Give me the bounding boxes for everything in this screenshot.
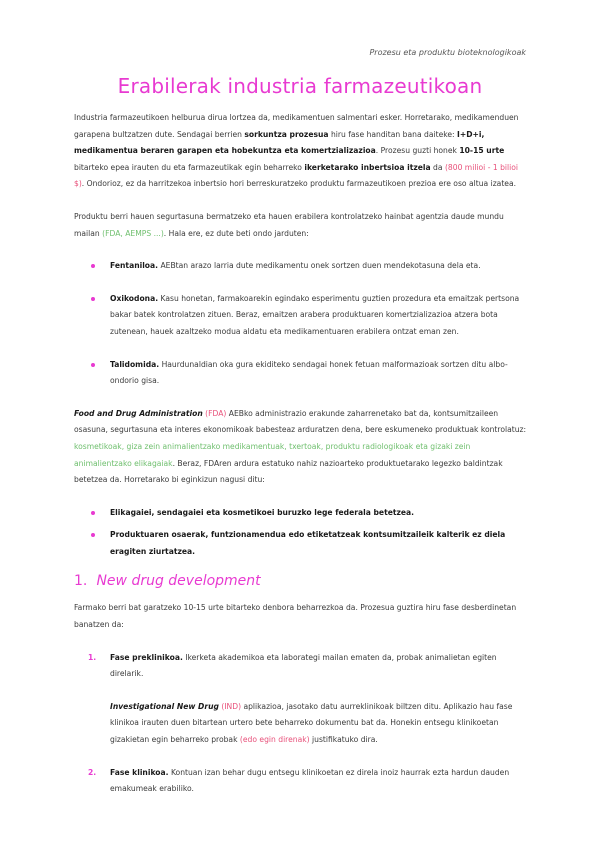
text: Kontuan izan behar dugu entsegu klinikoetan ez direla inoiz haurrak ezta hardun dauden emakumeak erabiliko. xyxy=(110,767,510,794)
bold-term: 10-15 urte xyxy=(459,146,505,156)
ind-paragraph xyxy=(74,699,528,749)
highlight-products: kosmetikoak, giza zein animalientzako medikamentuak, txertoak, produktu radiologikoak eta gizaki zein animalientzako elikagaiak xyxy=(74,441,471,468)
bold-term: Fentaniloa. xyxy=(110,261,159,271)
fda-paragraph xyxy=(74,406,528,489)
bold-term: sorkuntza prozesua xyxy=(244,129,329,139)
text: . Prozesu guzti honek xyxy=(375,146,460,156)
text: justifikatuko dira. xyxy=(309,735,378,745)
section-number: 1. xyxy=(74,573,88,590)
text: AEBko administrazio erakunde zaharrenetako bat da, kontsumitzaileen osasuna, segurtasuna eta interes ekonomikoak babesteaz arduratzen dena, bere eskumeneko produktuak kontrolatuz: xyxy=(74,408,527,435)
list-item xyxy=(74,291,528,341)
list-item xyxy=(74,765,528,798)
bold-term: Talidomida. xyxy=(110,359,160,369)
text: AEBtan arazo larria dute medikamentu onek sortzen duen mendekotasuna dela eta. xyxy=(158,261,481,271)
examples-list xyxy=(74,258,528,390)
text: Industria farmazeutikoen helburua dirua lortzea da, medikamentuen salmentari esker. Horretarako, medikamenduen garapena bultzatzen dute. Sendagai berrien xyxy=(74,113,519,139)
text: bitarteko epea irauten du eta farmazeutikak egin beharreko xyxy=(74,162,305,172)
text: Produktu berri hauen segurtasuna bermatzeko eta hauen erabilera kontrolatzeko hainbat agentzia daude mundu mailan xyxy=(74,211,504,238)
bold-term: Oxikodona. xyxy=(110,293,159,303)
bold-italic-term: Investigational New Drug xyxy=(110,701,219,711)
item-number: 2. xyxy=(88,767,97,777)
section-title: New drug development xyxy=(96,573,261,590)
text: Kasu honetan, farmakoarekin egindako esperimentu guztien prozedura eta emaitzak pertsona bakar batek kontrolatzen zituen. Beraz, emaitzen arabera produktuaren komertzializazioa atzera bota zutenean, hauek azaltzeko modua aldatu eta medikamentuaren erabilera ontzat eman zen. xyxy=(110,293,520,336)
section-heading xyxy=(74,572,528,590)
text: hiru fase handitan bana daiteke: xyxy=(328,129,458,139)
highlight-cost: (800 milioi - 1 bilioi $) xyxy=(74,162,519,189)
bold-term: Fase klinikoa. xyxy=(110,767,169,777)
list-item xyxy=(74,258,528,275)
bold-term: Produktuaren osaerak, funtzionamendua edo etiketatzeak kontsumitzaileik kalterik ez diela eragiten ziurtatzea. xyxy=(110,530,506,556)
bold-term: Elikagaiei, sendagaiei eta kosmetikoei buruzko lege federala betetzea. xyxy=(110,507,415,517)
development-paragraph: Farmako berri bat garatzeko 10-15 urte bitarteko denbora beharrezkoa da. Prozesua guztira hiru fase desberdinetan banatzen da: xyxy=(74,603,517,630)
text: Ikerketa akademikoa eta laborategi mailan ematen da, probak animalietan egiten direlarik. xyxy=(110,652,497,679)
running-header: Prozesu eta produktu bioteknologikoak xyxy=(369,48,526,57)
text: . Hala ere, ez dute beti ondo jarduten: xyxy=(163,228,309,238)
text: . Beraz, FDAren ardura estatuko nahiz nazioarteko produktuetarako legezko baldintzak betetzea da. Horretarako bi eginkizun nagusi ditu: xyxy=(74,458,503,485)
highlight-agencies: (FDA, AEMPS ...) xyxy=(102,228,164,238)
item-number: 1. xyxy=(88,652,97,662)
text: aplikazioa, jasotako datu aurreklinikoak biltzen ditu. Aplikazio hau fase klinikoa irauten duen bitartean urtero bete beharreko dokumentu bat da. Honekin entsegu klinikoetan gizakietan egin beharreko probak xyxy=(110,701,513,745)
list-item xyxy=(74,527,528,560)
bold-term: I+D+i, medikamentua beraren garapen eta hobekuntza eta komertzializazioa xyxy=(74,129,485,156)
text: Haurdunaldian oka gura ekiditeko sendagai honek fetuan malformazioak sortzen ditu albo-ondorio gisa. xyxy=(110,359,508,386)
fda-tasks-list xyxy=(74,505,528,561)
document-body xyxy=(74,110,528,798)
list-item xyxy=(74,505,528,522)
bold-term: ikerketarako inbertsioa itzela xyxy=(304,162,431,172)
page-title: Erabilerak industria farmazeutikoan xyxy=(117,74,483,98)
agencies-paragraph xyxy=(74,209,528,242)
list-item xyxy=(74,357,528,390)
list-item xyxy=(74,650,528,683)
bold-term: Fase preklinikoa. xyxy=(110,652,183,662)
highlight-acronym: (IND) xyxy=(218,701,242,711)
highlight-note: (edo egin direnak) xyxy=(239,735,310,745)
bold-italic-term: Food and Drug Administration xyxy=(74,408,203,418)
intro-paragraph xyxy=(74,110,528,193)
highlight-acronym: (FDA) xyxy=(202,408,227,418)
phases-list xyxy=(74,650,528,798)
text: . Ondorioz, ez da harritzekoa inbertsio hori berreskuratzeko produktu farmazeutikoen prezioa ere oso altua izatea. xyxy=(81,179,517,189)
text: da xyxy=(430,162,445,172)
